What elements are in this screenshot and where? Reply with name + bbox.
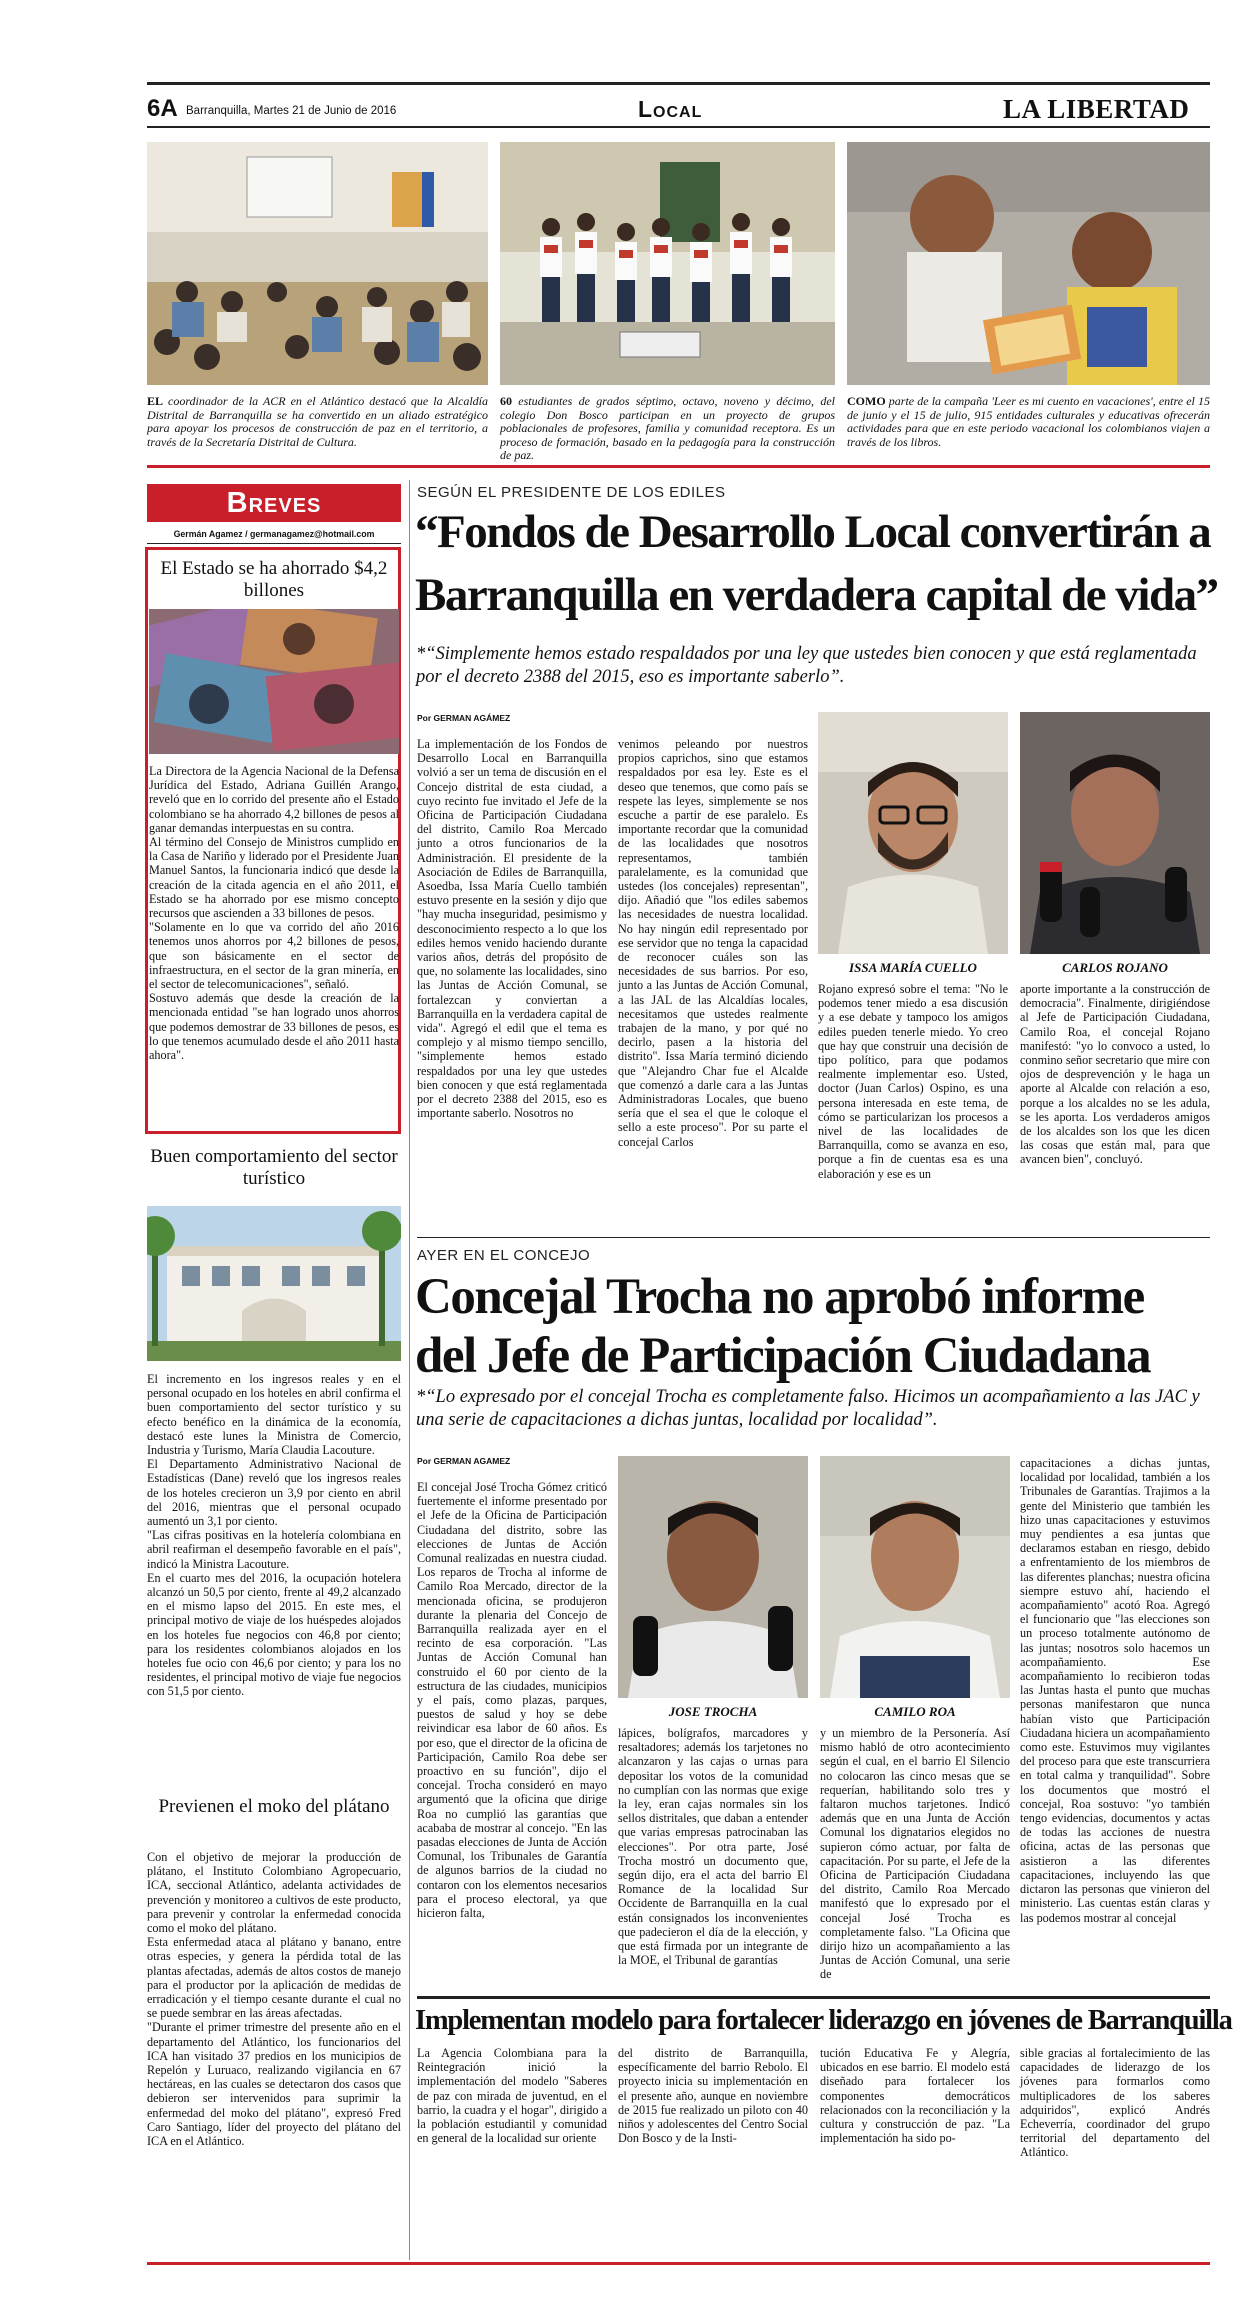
story2-col3: y un miembro de la Personería. Así mismo habló de otro acontecimiento según el cual, en el barrio El Silencio no colocaron las cinco mesas que se requerían, habilitando solo tres y faltaron muchos tarjetones. Indicó además que en una Junta de Acción Comunal los dignatarios elegidos no supieron cómo actuar, por falta de capacitación. Por su parte, el Jefe de la Oficina de Participación Ciudadana del distrito, Camilo Roa Mercado manifestó que lo expresado por el concejal José Trocha es completamente falso. "La Oficina que dirijo hizo un acompañamiento a las Juntas de Acción Comunal, una serie de [820, 1726, 1010, 1982]
bottom-rule [147, 2262, 1210, 2265]
portrait-photo-camilo [820, 1456, 1010, 1698]
brief-headline-3: Previenen el moko del plátano [158, 1796, 390, 1817]
breves-banner: Breves [147, 484, 401, 522]
story1-col2: venimos peleando por nuestros propios caprichos, sino que estamos respaldados por esa ley. Este es el deseo que tenemos, que como país se respete las leyes, simplemente se nos escuche a partir de ese paralelo. Es importante recordar que la comunidad de las localidades que nosotros representamos, también paralelamente, es la comunidad que ustedes (los concejales) representan", dijo. Añadió que "los ediles sabemos las necesidades de nuestra localidad. No hay ningún edil representado por ese servidor que no tenga la capacidad de reconocer cuáles son las necesidades de sus barrios. Por eso, junto a las Juntas de Acción Comunal, a las JAL de las Alcaldías locales, necesitamos que ustedes realmente trabajen de la mano, y por qué no decirlo, pasen a la historia del distrito". Issa María terminó diciendo que "Alejandro Char fue el Alcalde que comenzó a darle cara a las Juntas Administradoras Locales, que bueno sería que el sea el que le coloque el sello a este proceso". Por su parte el concejal Carlos [618, 737, 808, 1149]
children-reading-photo [847, 142, 1210, 385]
dateline: Barranquilla, Martes 21 de Junio de 2016 [186, 105, 397, 117]
breves-byline: Germán Agamez / germanagamez@hotmail.com [173, 529, 375, 539]
students-photo [500, 142, 835, 385]
breves-byline-rule [147, 543, 401, 544]
story3-top-rule [417, 1996, 1210, 1999]
story3-col3: tución Educativa Fe y Alegría, ubicados en ese barrio. El modelo está diseñado para fortalecer los componentes democráticos relacionados con la reconciliación y la cultura y construcción de paz. "La implementación ha sido po- [820, 2046, 1010, 2146]
story2-kicker: AYER EN EL CONCEJO [417, 1247, 591, 1264]
story2-col2: lápices, bolígrafos, marcadores y resaltadores; además los tarjetones no alcanzaron y las cajas o urnas para depositar los votos de la comunidad no cumplían con las normas que exige la ley, eran cajas normales sin los sellos distritales, que daban a entender que varias empresas patrocinaban las elecciones". Por otra parte, José Trocha mostró un documento que, según dijo, era el acta del barrio El Romance de la localidad Sur Occidente de Barranquilla en la cual están consignados los inconvenientes que padecieron el día de la elección, y que está firmada por un integrante de la MOE, el Tribunal de garantías [618, 1726, 808, 1968]
photo-caption-1: EL coordinador de la ACR en el Atlántico destacó que la Alcaldía Distrital de Barranquilla se ha convertido en un aliado estratégico para apoyar los procesos de construcción de paz en el territorio, a través de la Secretaría Distrital de Cultura. [147, 394, 488, 449]
story2-col4: capacitaciones a dichas juntas, localidad por localidad, también a los Tribunales de Garantías. Trajimos a la gente del Ministerio que también les hizo unas capacitaciones y estuvimos muy pendientes a esa juntas que declaramos estaban en riesgo, debido a enfrentamiento de los miembros de las diferentes planchas; nuestra oficina siempre estuvo ahí, haciendo el acompañamiento" acotó Roa. Agregó el funcionario que "las elecciones son un proceso totalmente autónomo de las juntas; nosotros solo hacemos un acompañamiento. Ese acompañamiento lo recibieron todas las Juntas hasta el punto que muchas personas manifestaron que nunca habían visto que Participación Ciudadana hiciera un acompañamiento como este. Estuvimos muy vigilantes del proceso para que este transcurriera en total calma y tranquilidad". Sobre los documentos que mostró el concejal, Roa sostuvo: "yo también tengo evidencias, documentos y actas de todas las acciones de nuestra oficina, actas de las personas que asistieron a las diferentes capacitaciones, incluyendo las que dictaron las personas que vinieron del ministerio. Las cuentas están claras y las podemos mostrar al concejal [1020, 1456, 1210, 1925]
page-number: 6A [147, 95, 178, 122]
story1-headline-line1: “Fondos de Desarrollo Local convertirán a [415, 506, 1211, 558]
section-label: Local [638, 96, 703, 122]
header-underline [147, 126, 1210, 128]
section-divider [147, 465, 1210, 468]
story2-subhead: *“Lo expresado por el concejal Trocha es completamente falso. Hicimos un acompañamiento a las JAC y una serie de capacitaciones a dichas juntas, localidad por localidad”. [416, 1387, 1200, 1430]
photo-name-carlos: CARLOS ROJANO [1062, 960, 1168, 975]
story1-col3: Rojano expresó sobre el tema: "No le podemos tener miedo a esa discusión y a ese debate y tampoco los amigos ediles pueden tenerle miedo. Yo creo que hay que construir una decisión de tipo político, para que podamos realmente implementar eso. Usted, doctor (Juan Carlos) Ospino, es una persona interesada en este tema, de cómo se particularizan los procesos a nivel de las localidades de Barranquilla, como se avanza en eso, porque a fin de cuentas esa es una elaboración y ese es un [818, 982, 1008, 1181]
story2-headline-line1: Concejal Trocha no aprobó informe [415, 1269, 1144, 1325]
story2-headline-line2: del Jefe de Participación Ciudadana [415, 1328, 1151, 1384]
photo-name-jose: JOSE TROCHA [668, 1704, 758, 1719]
story2-byline: Por GERMAN AGAMEZ [417, 1456, 511, 1466]
portrait-photo-carlos [1020, 712, 1210, 954]
story1-headline-line2: Barranquilla en verdadera capital de vida” [415, 569, 1218, 621]
story3-col4: sible gracias al fortalecimiento de las capacidades de liderazgo de los jóvenes para formarlos como multiplicadores de los saberes adquiridos", explicó Andrés Echeverría, coordinador del grupo territorial del departamento del Atlántico. [1020, 2046, 1210, 2160]
story3-col1: La Agencia Colombiana para la Reintegración inició la implementación del modelo "Saberes de paz con mirada de juventud, en el barrio, la cuadra y el hogar", dirigido a la población estudiantil y comunidad en general de la localidad sur oriente [417, 2046, 607, 2146]
brief-headline-2: Buen comportamiento del sector turístico [150, 1146, 398, 1189]
brief-body-1: La Directora de la Agencia Nacional de la Defensa Jurídica del Estado, Adriana Guillén Arango, reveló que en lo corrido del presente año el Estado colombiano se ha ahorrado 4,2 billones de pesos al ganar demandas interpuestas en su contra. Al término del Consejo de Ministros cumplido en la Casa de Nariño y liderado por el Presidente Juan Manuel Santos, la funcionaria indicó que desde la creación de la citada agencia en el año 2011, el Estado se ha ahorrado por ese mismo concepto recursos que ascienden a 33 billones de pesos. "Solamente en lo que va corrido del año 2016 tenemos unos ahorros por 4,2 billones de pesos, que son básicamente en el sector de infraestructura, en el sector de la gran minería, en el sector de telecomunicaciones", señaló. Sostuvo además que desde la creación de la mencionada entidad "se han logrado unos ahorros que podemos demostrar de 33 billones de pesos, es lo que tenemos acumulado desde el año 2011 hasta ahora". [149, 764, 399, 1063]
photo-name-camilo: CAMILO ROA [874, 1704, 956, 1719]
portrait-photo-issa [818, 712, 1008, 954]
hotel-photo [147, 1206, 401, 1361]
story2-col1: El concejal José Trocha Gómez criticó fuertemente el informe presentado por el Jefe de la Oficina de Participación Ciudadana del distrito, sobre las elecciones de Juntas de Acción Comunal realizadas en nuestra ciudad. Los reparos de Trocha al informe de Camilo Roa Mercado, director de la mencionada oficina, se produjeron durante la plenaria del Concejo de Barranquilla realizada ayer en el recinto de esa corporación. "Las Juntas de Acción Comunal han construido el 60 por ciento de la estructura de las ciudades, municipios y el país, como plazas, parques, puestos de salud y hoy se debe reivindicar esa labor de 60 años. Es por eso, que el director de la oficina de Participación, Camilo Roa debe ser proactivo en su función", dijo el concejal. Trocha consideró en mayo argumentó que la oficina que dirige Roa no cumplió las garantías que acababa de mostrar al concejo. "En las pasadas elecciones de Junta de Acción Comunal, los Tribunales de Garantía de algunos barrios de la ciudad no contaron con los elementos necesarios para el proceso electoral, ya que hicieron falta, [417, 1480, 607, 1921]
portrait-photo-jose [618, 1456, 808, 1698]
story3-col2: del distrito de Barranquilla, específicamente del barrio Rebolo. El proyecto inicia su implementación en el presente año, aunque en noviembre de 2015 fue realizado un piloto con 40 niños y adolescentes del Centro Social Don Bosco y de la Insti- [618, 2046, 808, 2146]
sidebar-column-rule [409, 480, 410, 2260]
masthead: LA LIBERTAD [1003, 94, 1190, 124]
story1-subhead: *“Simplemente hemos estado respaldados por una ley que ustedes bien conocen y que está reglamentada por el decreto 2388 del 2015, eso es importante saberlo”. [416, 644, 1197, 687]
photo-caption-2: 60 estudiantes de grados séptimo, octavo, noveno y décimo, del colegio Don Bosco participan en un proyecto de grupos poblacionales de profesores, familia y comunidad receptora. Es un proceso de formación, basado en la pedagogía para la construcción de paz. [500, 394, 835, 463]
classroom-photo [147, 142, 488, 385]
photo-name-issa: ISSA MARÍA CUELLO [849, 960, 977, 975]
story3-headline: Implementan modelo para fortalecer liderazgo en jóvenes de Barranquilla [415, 2005, 1232, 2036]
story1-bottom-rule [417, 1237, 1210, 1238]
story1-col4: aporte importante a la construcción de democracia". Finalmente, dirigiéndose al Jefe de Participación Ciudadana, Camilo Roa, el concejal Rojano manifestó: "yo lo convoco a usted, lo conmino señor secretario que mire con ojos de desprevención y le haga un aporte al Alcalde con relación a eso, porque a los alcaldes no se les adula, se les aporta. Los verdaderos amigos de los alcaldes son los que les dicen las cosas que están mal, para que avancen bien", concluyó. [1020, 982, 1210, 1167]
brief-headline-1: El Estado se ha ahorrado $4,2 billones [160, 558, 388, 601]
story1-byline: Por GERMAN AGÁMEZ [417, 713, 511, 723]
money-photo [149, 609, 399, 754]
story1-col1: La implementación de los Fondos de Desarrollo Local en Barranquilla volvió a ser un tema de discusión en el Concejo distrital de esta ciudad, a cuyo recinto fue invitado el Jefe de la Oficina de Participación Ciudadana del distrito, Camilo Roa Mercado junto a otros funcionarios de la Administración. El presidente de la Asociación de Ediles de Barranquilla, Asoedba, Issa María Cuello también estuvo presente en la sesión y dijo que "hay mucha inseguridad, pesimismo y desconocimiento respecto a lo que los ediles hemos venido haciendo durante varios años, detrás del propósito de que, no solamente las localidades, sino las Juntas de Acción Comunal, se fortalezcan y conviertan a Barranquilla en la verdadera capital de vida". Agregó el edil que el tema es complejo y al mismo tiempo sencillo, "simplemente hemos estado respaldados por una ley que ustedes bien conocen y que está reglamentada por el decreto 2388 del 2015, eso es importante saberlo. Nosotros no [417, 737, 607, 1121]
top-rule [147, 82, 1210, 85]
brief-body-3: Con el objetivo de mejorar la producción de plátano, el Instituto Colombiano Agropecuario, ICA, seccional Atlántico, adelanta actividades de prevención y monitoreo a cultivos de este producto, para prevenir y controlar la enfermedad conocida como el moko del plátano. Esta enfermedad ataca al plátano y banano, entre otras especies, y genera la pérdida total de las plantas afectadas, además de altos costos de manejo para el productor por la aplicación de medidas de erradicación y el tiempo cesante durante el cual no se puede sembrar en las áreas afectadas. "Durante el primer trimestre del presente año en el departamento del Atlántico, los funcionarios del ICA han visitado 37 predios en los municipios de Repelón y Luruaco, realizando vigilancia en 67 hectáreas, en las cuales se detectaron dos casos que debieron ser intervenidos para suprimir la enfermedad del moko del plátano", expresó Fred Caro Santiago, líder del proyecto del plátano del ICA en el Atlántico. [147, 1850, 401, 2149]
brief-body-2: El incremento en los ingresos reales y en el personal ocupado en los hoteles en abril confirma el buen comportamiento del sector turístico y su efecto benéfico en la dinámica de la economía, destacó este lunes la Ministra de Comercio, Industria y Turismo, María Claudia Lacouture. El Departamento Administrativo Nacional de Estadísticas (Dane) reveló que los ingresos reales de los hoteles crecieron un 3,9 por ciento en abril del 2016, mientras que el personal ocupado aumentó un 3,1 por ciento. "Las cifras positivas en la hotelería colombiana en abril reafirman el desempeño favorable en el país", indicó la Ministra Lacouture. En el cuarto mes del 2016, la ocupación hotelera alcanzó un 50,5 por ciento, frente al 49,2 alcanzado en el mismo lapso del 2015. En este mes, el principal motivo de viaje de los huéspedes alojados en los hoteles fue negocios con 46,8 por ciento; para los residentes colombianos alojados en los hoteles fue ocio con 46,6 por ciento; y para los no residentes, el principal motivo de viaje fue negocios con 51,5 por ciento. [147, 1372, 401, 1699]
story1-kicker: SEGÚN EL PRESIDENTE DE LOS EDILES [417, 484, 726, 501]
photo-caption-3: COMO parte de la campaña 'Leer es mi cuento en vacaciones', entre el 15 de junio y el 15 de julio, 915 entidades culturales y educativas ofrecerán actividades para que en este periodo vacacional los colombianos viajen a través de los libros. [847, 394, 1210, 449]
